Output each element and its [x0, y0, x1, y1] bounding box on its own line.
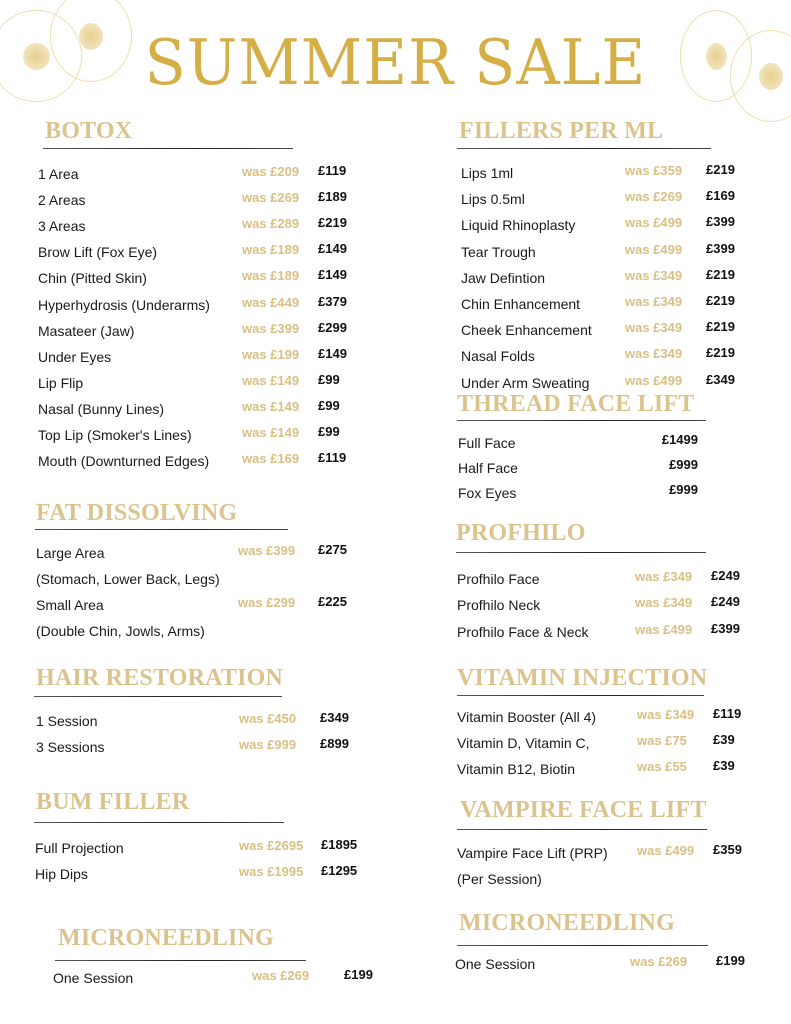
- was-price: was £450: [239, 711, 297, 726]
- sale-price: £219: [706, 319, 735, 335]
- section-divider: [55, 960, 306, 961]
- was-price: was £359: [625, 163, 683, 178]
- sale-price: £149: [318, 345, 347, 361]
- treatment-name: Under Arm Sweating: [461, 374, 590, 391]
- was-price: was £499: [625, 215, 683, 231]
- sale-price: £249: [711, 568, 740, 583]
- treatment-name: One Session: [455, 956, 536, 972]
- treatment-name: Profhilo Face: [457, 571, 540, 587]
- section-divider: [456, 552, 706, 553]
- sale-price: £99: [318, 424, 340, 439]
- was-price: was £209: [242, 164, 300, 179]
- was-price: was £349: [637, 707, 695, 722]
- treatment-name: Jaw Defintion: [461, 269, 546, 286]
- sale-price: £379: [318, 293, 347, 309]
- section-heading: BOTOX: [45, 118, 133, 144]
- treatment-name: Lips 0.5ml: [461, 191, 525, 208]
- was-price: was £1995: [239, 864, 304, 879]
- was-price: was £55: [637, 759, 687, 775]
- sale-price: £1895: [321, 837, 358, 852]
- sale-price: £299: [318, 319, 347, 335]
- was-price: was £499: [625, 241, 683, 257]
- section-divider: [457, 945, 708, 946]
- treatment-name: Hyperhydrosis (Underarms): [38, 296, 210, 313]
- section-heading: PROFHILO: [456, 520, 586, 546]
- sale-price: £1295: [321, 863, 358, 878]
- section-heading: VITAMIN INJECTION: [457, 665, 708, 691]
- section-divider: [457, 829, 707, 830]
- treatment-name: Liquid Rhinoplasty: [461, 217, 576, 234]
- treatment-name: (Double Chin, Jowls, Arms): [36, 623, 205, 639]
- treatment-name: Hip Dips: [35, 866, 88, 882]
- section-divider: [34, 696, 282, 697]
- was-price: was £149: [242, 372, 300, 388]
- sale-price: £219: [706, 162, 735, 177]
- section-divider: [457, 420, 706, 421]
- treatment-name: Full Projection: [35, 840, 124, 856]
- treatment-name: Tear Trough: [461, 243, 536, 260]
- was-price: was £169: [242, 451, 300, 467]
- sale-price: £119: [713, 706, 742, 721]
- treatment-name: (Per Session): [457, 871, 542, 887]
- treatment-name: Cheek Enhancement: [461, 322, 592, 339]
- sale-price: £199: [344, 967, 373, 982]
- sale-price: £189: [318, 189, 347, 205]
- treatment-name: 1 Area: [38, 166, 79, 182]
- was-price: was £349: [635, 595, 693, 611]
- sale-price: £399: [706, 214, 735, 230]
- treatment-name: Nasal (Bunny Lines): [38, 400, 165, 417]
- was-price: was £499: [635, 621, 693, 637]
- section-heading: THREAD FACE LIFT: [457, 391, 695, 417]
- sale-price: £349: [706, 371, 735, 387]
- was-price: was £349: [625, 346, 683, 362]
- treatment-name: (Stomach, Lower Back, Legs): [36, 571, 220, 587]
- section-divider: [34, 822, 284, 823]
- was-price: was £189: [242, 268, 300, 284]
- was-price: was £289: [242, 216, 300, 232]
- was-price: was £349: [625, 294, 683, 309]
- was-price: was £399: [238, 543, 296, 558]
- treatment-name: Lip Flip: [38, 374, 84, 391]
- was-price: was £2695: [239, 838, 304, 853]
- treatment-name: Chin (Pitted Skin): [38, 270, 147, 287]
- sale-price: £219: [706, 293, 735, 308]
- section-divider: [35, 529, 288, 530]
- treatment-name: Vitamin B12, Biotin: [457, 761, 576, 778]
- treatment-name: Chin Enhancement: [461, 296, 581, 312]
- was-price: was £499: [637, 843, 695, 858]
- page-title: SUMMER SALE: [144, 26, 647, 100]
- section-heading: FAT DISSOLVING: [36, 500, 238, 526]
- treatment-name: Full Face: [458, 435, 516, 451]
- treatment-name: Profhilo Neck: [457, 597, 541, 614]
- sale-price: £899: [320, 736, 349, 751]
- treatment-name: Small Area: [36, 597, 104, 613]
- sale-price: £199: [716, 953, 745, 968]
- sale-price: £99: [318, 371, 340, 387]
- section-heading: HAIR RESTORATION: [36, 665, 284, 691]
- section-heading: FILLERS PER ML: [459, 118, 664, 144]
- treatment-name: 2 Areas: [38, 192, 86, 209]
- section-heading: VAMPIRE FACE LIFT: [460, 797, 707, 823]
- section-divider: [43, 148, 293, 149]
- sale-price: £99: [318, 397, 340, 413]
- treatment-name: Large Area: [36, 545, 105, 561]
- treatment-name: 3 Areas: [38, 218, 86, 235]
- section-divider: [457, 148, 711, 149]
- was-price: was £149: [242, 425, 300, 440]
- treatment-name: Mouth (Downturned Edges): [38, 453, 210, 470]
- sale-price: £219: [706, 266, 735, 282]
- sale-price: £225: [318, 594, 347, 609]
- was-price: was £999: [239, 737, 297, 752]
- treatment-name: 3 Sessions: [36, 739, 105, 755]
- sale-price: £249: [711, 594, 740, 610]
- sale-price: £399: [711, 620, 740, 636]
- sale-price: £359: [713, 842, 742, 857]
- treatment-name: Profhilo Face & Neck: [457, 623, 589, 640]
- sale-price: £219: [318, 215, 347, 231]
- treatment-name: Vitamin D, Vitamin C,: [457, 735, 590, 752]
- sale-price: £39: [713, 758, 735, 774]
- sale-price: £169: [706, 188, 735, 204]
- was-price: was £499: [625, 372, 683, 388]
- treatment-name: Under Eyes: [38, 348, 112, 365]
- sale-price: £149: [318, 241, 347, 257]
- was-price: was £399: [242, 320, 300, 336]
- section-heading: MICRONEEDLING: [58, 925, 274, 951]
- treatment-name: 1 Session: [36, 713, 98, 729]
- treatment-name: One Session: [53, 970, 134, 986]
- sale-price: £999: [669, 457, 698, 472]
- treatment-name: Brow Lift (Fox Eye): [38, 244, 158, 261]
- sale-price: £399: [706, 240, 735, 256]
- was-price: was £149: [242, 398, 300, 414]
- sale-price: £999: [669, 482, 698, 497]
- was-price: was £269: [252, 968, 310, 983]
- section-heading: BUM FILLER: [36, 789, 190, 815]
- treatment-name: Nasal Folds: [461, 348, 535, 365]
- was-price: was £449: [242, 294, 300, 310]
- was-price: was £349: [625, 320, 683, 336]
- was-price: was £75: [637, 733, 687, 749]
- sale-price: £275: [318, 542, 347, 557]
- treatment-name: Half Face: [458, 460, 518, 476]
- treatment-name: Lips 1ml: [461, 165, 514, 181]
- section-heading: MICRONEEDLING: [459, 910, 675, 936]
- was-price: was £349: [625, 267, 683, 283]
- treatment-name: Masateer (Jaw): [38, 322, 135, 339]
- treatment-name: Top Lip (Smoker's Lines): [38, 427, 192, 443]
- sale-price: £119: [318, 163, 347, 178]
- section-divider: [457, 695, 704, 696]
- was-price: was £199: [242, 346, 300, 362]
- was-price: was £269: [625, 189, 683, 205]
- was-price: was £299: [238, 595, 296, 610]
- treatment-name: Vampire Face Lift (PRP): [457, 845, 608, 861]
- was-price: was £269: [242, 190, 300, 206]
- sale-price: £149: [318, 267, 347, 283]
- was-price: was £349: [635, 569, 693, 584]
- was-price: was £269: [630, 954, 688, 969]
- was-price: was £189: [242, 242, 300, 258]
- sale-price: £349: [320, 710, 349, 725]
- sale-price: £1499: [661, 432, 698, 447]
- sale-price: £219: [706, 345, 735, 361]
- sale-price: £119: [318, 450, 347, 466]
- sale-price: £39: [713, 732, 735, 748]
- treatment-name: Vitamin Booster (All 4): [457, 709, 597, 725]
- treatment-name: Fox Eyes: [458, 485, 517, 501]
